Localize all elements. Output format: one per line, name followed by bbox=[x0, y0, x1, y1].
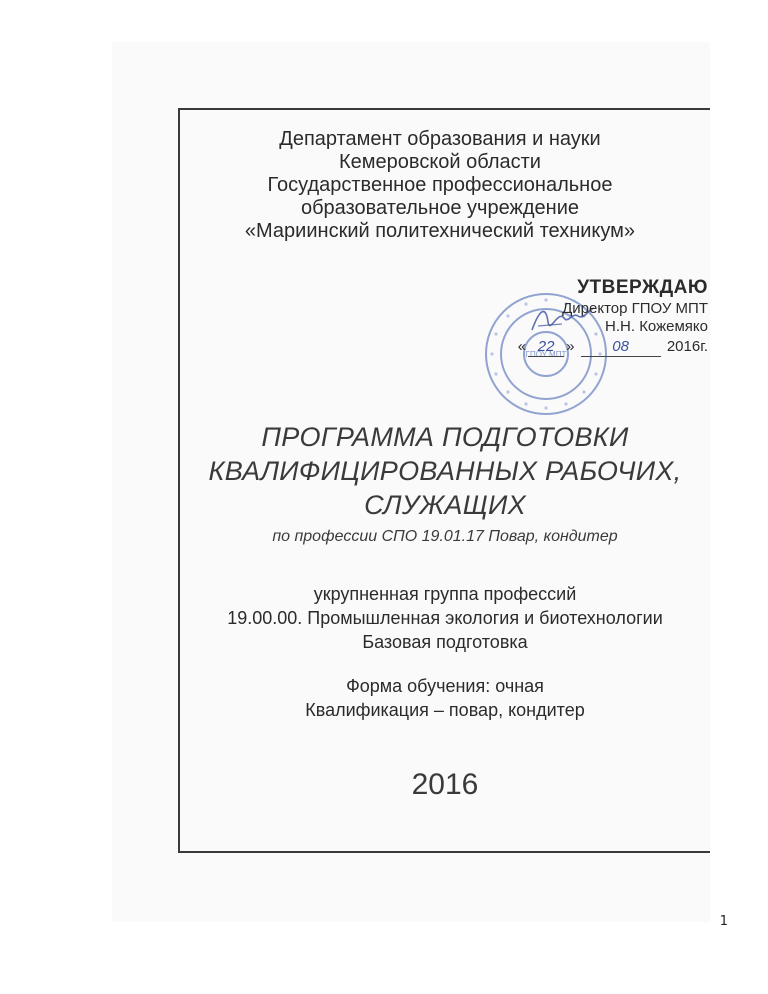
title-line: СЛУЖАЩИХ bbox=[364, 490, 526, 520]
date-year: 2016 bbox=[666, 338, 701, 355]
date-open-quote: « bbox=[517, 338, 527, 355]
group-line: укрупненная группа профессий bbox=[313, 584, 577, 604]
form-line: Форма обучения: очная bbox=[346, 676, 544, 696]
date-close-quote: » bbox=[566, 338, 575, 355]
title-line: КВАЛИФИЦИРОВАННЫХ РАБОЧИХ, bbox=[208, 456, 682, 486]
approval-position: Директор ГПОУ МПТ bbox=[562, 300, 708, 317]
date-suffix: г. bbox=[700, 338, 708, 355]
approval-date bbox=[518, 338, 708, 357]
group-line: 19.00.00. Промышленная экология и биотехнологии bbox=[227, 608, 663, 628]
header-line: Кемеровской области bbox=[339, 151, 541, 173]
program-subtitle: по профессии СПО 19.01.17 Повар, кондитер bbox=[272, 528, 618, 545]
approval-block bbox=[518, 276, 708, 357]
frame-top-border bbox=[178, 108, 710, 110]
group-line: Базовая подготовка bbox=[362, 632, 528, 652]
date-month: 08 bbox=[581, 338, 661, 357]
form-line: Квалификация – повар, кондитер bbox=[305, 700, 585, 720]
header-line: образовательное учреждение bbox=[300, 197, 580, 219]
document-year: 2016 bbox=[411, 768, 479, 801]
program-title bbox=[180, 420, 710, 548]
stamp-label: ГПОУ МПТ bbox=[525, 350, 567, 359]
page-number: 1 bbox=[719, 914, 728, 929]
approval-name: Н.Н. Кожемяко bbox=[605, 318, 708, 335]
date-day: 22 bbox=[528, 338, 564, 357]
institution-header bbox=[180, 128, 700, 243]
title-line: ПРОГРАММА ПОДГОТОВКИ bbox=[261, 422, 629, 452]
study-form bbox=[180, 674, 710, 722]
header-line: Государственное профессиональное bbox=[267, 174, 613, 196]
frame-bottom-border bbox=[178, 851, 710, 853]
approval-title: УТВЕРЖДАЮ bbox=[577, 277, 708, 298]
header-line: «Мариинский политехнический техникум» bbox=[244, 220, 636, 242]
profession-group bbox=[180, 582, 710, 654]
header-line: Департамент образования и науки bbox=[279, 128, 601, 150]
